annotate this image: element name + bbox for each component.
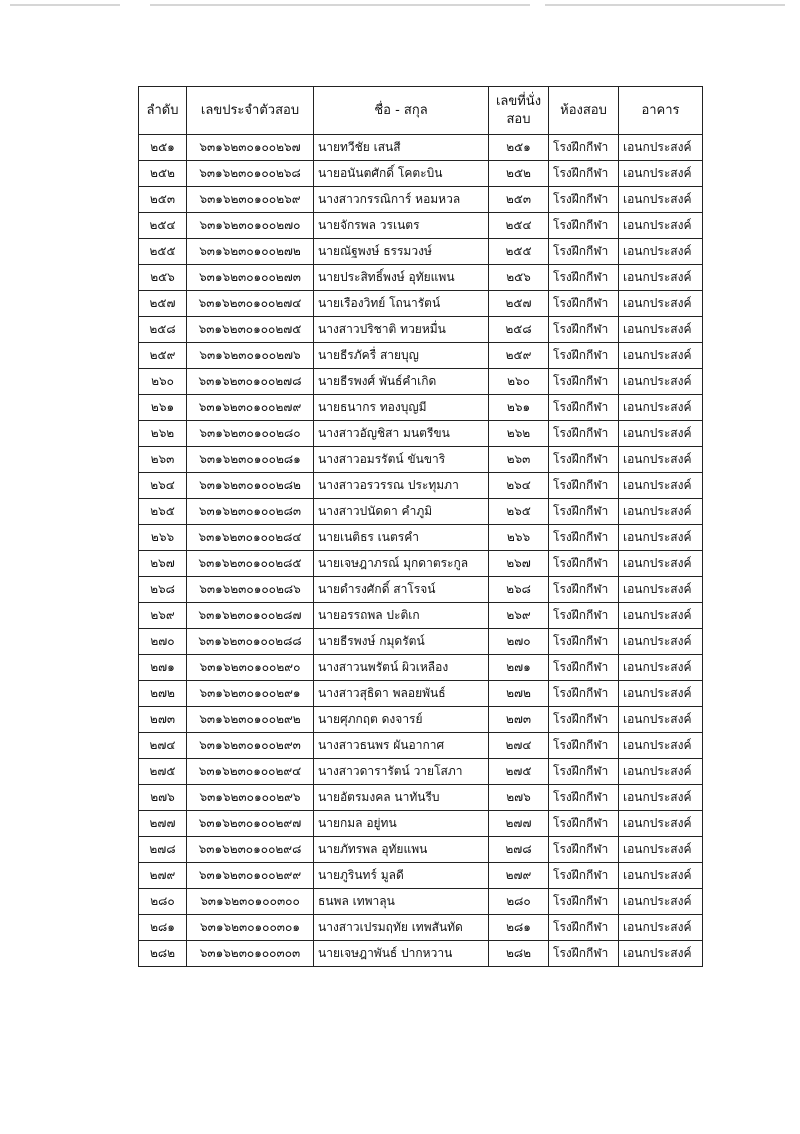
cell-exam-id: ๖๓๑๖๒๓๐๑๐๐๒๙๑ (187, 681, 314, 707)
table-row (139, 265, 703, 291)
cell-full-name: นายดำรงศักดิ์ สาโรจน์ (314, 577, 489, 603)
table-row (139, 317, 703, 343)
cell-exam-id: ๖๓๑๖๒๓๐๑๐๐๒๗๘ (187, 369, 314, 395)
cell-exam-id: ๖๓๑๖๒๓๐๑๐๐๒๙๙ (187, 863, 314, 889)
cell-exam-room: โรงฝึกกีฬา (549, 421, 619, 447)
cell-exam-id: ๖๓๑๖๒๓๐๑๐๐๓๐๐ (187, 889, 314, 915)
cell-order: ๒๖๔ (139, 473, 187, 499)
cell-exam-id: ๖๓๑๖๒๓๐๑๐๐๒๘๐ (187, 421, 314, 447)
cell-order: ๒๖๑ (139, 395, 187, 421)
cell-exam-id: ๖๓๑๖๒๓๐๑๐๐๒๖๘ (187, 161, 314, 187)
cell-exam-room: โรงฝึกกีฬา (549, 655, 619, 681)
cell-order: ๒๗๒ (139, 681, 187, 707)
cell-building: เอนกประสงค์ (619, 681, 703, 707)
cell-full-name: นายธีรภัครื่ สายบุญ (314, 343, 489, 369)
cell-exam-room: โรงฝึกกีฬา (549, 837, 619, 863)
cell-exam-room: โรงฝึกกีฬา (549, 577, 619, 603)
cell-building: เอนกประสงค์ (619, 499, 703, 525)
cell-seat-number: ๒๖๒ (489, 421, 549, 447)
cell-exam-room: โรงฝึกกีฬา (549, 447, 619, 473)
cell-order: ๒๖๓ (139, 447, 187, 473)
cell-order: ๒๖๐ (139, 369, 187, 395)
cell-exam-id: ๖๓๑๖๒๓๐๑๐๐๒๗๐ (187, 213, 314, 239)
cell-seat-number: ๒๖๑ (489, 395, 549, 421)
cell-building: เอนกประสงค์ (619, 941, 703, 967)
cell-seat-number: ๒๖๐ (489, 369, 549, 395)
cell-building: เอนกประสงค์ (619, 265, 703, 291)
cell-order: ๒๕๓ (139, 187, 187, 213)
header-order: ลำดับ (139, 87, 187, 135)
cell-building: เอนกประสงค์ (619, 811, 703, 837)
table-row (139, 759, 703, 785)
table-body (139, 135, 703, 967)
cell-exam-room: โรงฝึกกีฬา (549, 499, 619, 525)
cell-exam-room: โรงฝึกกีฬา (549, 681, 619, 707)
cell-exam-id: ๖๓๑๖๒๓๐๑๐๐๒๙๘ (187, 837, 314, 863)
table-row (139, 629, 703, 655)
cell-exam-id: ๖๓๑๖๒๓๐๑๐๐๒๙๔ (187, 759, 314, 785)
cell-order: ๒๘๐ (139, 889, 187, 915)
cell-seat-number: ๒๗๓ (489, 707, 549, 733)
cell-seat-number: ๒๖๔ (489, 473, 549, 499)
cell-exam-room: โรงฝึกกีฬา (549, 395, 619, 421)
cell-building: เอนกประสงค์ (619, 239, 703, 265)
cell-building: เอนกประสงค์ (619, 213, 703, 239)
table-row (139, 213, 703, 239)
cell-building: เอนกประสงค์ (619, 629, 703, 655)
cell-building: เอนกประสงค์ (619, 759, 703, 785)
table-row (139, 447, 703, 473)
cell-order: ๒๗๕ (139, 759, 187, 785)
cell-building: เอนกประสงค์ (619, 525, 703, 551)
cell-seat-number: ๒๖๕ (489, 499, 549, 525)
cell-exam-id: ๖๓๑๖๒๓๐๑๐๐๒๘๔ (187, 525, 314, 551)
table-row (139, 837, 703, 863)
cell-order: ๒๗๗ (139, 811, 187, 837)
cell-full-name: ธนพล เทพาลุน (314, 889, 489, 915)
cell-exam-id: ๖๓๑๖๒๓๐๑๐๐๒๗๓ (187, 265, 314, 291)
cell-exam-room: โรงฝึกกีฬา (549, 213, 619, 239)
cell-building: เอนกประสงค์ (619, 369, 703, 395)
cell-exam-id: ๖๓๑๖๒๓๐๑๐๐๒๙๗ (187, 811, 314, 837)
cell-exam-id: ๖๓๑๖๒๓๐๑๐๐๒๘๑ (187, 447, 314, 473)
cell-full-name: นายภูรินทร์ มูลดี (314, 863, 489, 889)
exam-seating-table (138, 86, 703, 967)
cell-order: ๒๕๒ (139, 161, 187, 187)
table-row (139, 239, 703, 265)
cell-seat-number: ๒๖๙ (489, 603, 549, 629)
cell-exam-id: ๖๓๑๖๒๓๐๑๐๐๒๗๙ (187, 395, 314, 421)
cell-exam-room: โรงฝึกกีฬา (549, 889, 619, 915)
cell-exam-room: โรงฝึกกีฬา (549, 759, 619, 785)
cell-exam-id: ๖๓๑๖๒๓๐๑๐๐๒๗๔ (187, 291, 314, 317)
cell-exam-room: โรงฝึกกีฬา (549, 343, 619, 369)
table-row (139, 499, 703, 525)
cell-order: ๒๘๑ (139, 915, 187, 941)
cell-exam-room: โรงฝึกกีฬา (549, 317, 619, 343)
header-seat-number: เลขที่นั่งสอบ (489, 87, 549, 135)
cell-seat-number: ๒๖๓ (489, 447, 549, 473)
cell-full-name: นางสาวนพรัตน์ ผิวเหลือง (314, 655, 489, 681)
scan-artifact (330, 4, 530, 6)
cell-exam-room: โรงฝึกกีฬา (549, 733, 619, 759)
cell-seat-number: ๒๗๔ (489, 733, 549, 759)
cell-building: เอนกประสงค์ (619, 785, 703, 811)
cell-order: ๒๖๖ (139, 525, 187, 551)
cell-full-name: นายทวีชัย เสนสี (314, 135, 489, 161)
cell-seat-number: ๒๕๕ (489, 239, 549, 265)
table-row (139, 889, 703, 915)
cell-building: เอนกประสงค์ (619, 577, 703, 603)
cell-full-name: นายเรืองวิทย์ โถนารัตน์ (314, 291, 489, 317)
cell-seat-number: ๒๖๖ (489, 525, 549, 551)
cell-exam-room: โรงฝึกกีฬา (549, 525, 619, 551)
table-row (139, 395, 703, 421)
cell-seat-number: ๒๖๗ (489, 551, 549, 577)
cell-order: ๒๗๙ (139, 863, 187, 889)
cell-exam-room: โรงฝึกกีฬา (549, 187, 619, 213)
cell-exam-room: โรงฝึกกีฬา (549, 915, 619, 941)
cell-full-name: นายอนันตศักดิ์ โคตะบิน (314, 161, 489, 187)
cell-seat-number: ๒๕๙ (489, 343, 549, 369)
cell-exam-id: ๖๓๑๖๒๓๐๑๐๐๓๐๓ (187, 941, 314, 967)
table-row (139, 655, 703, 681)
cell-seat-number: ๒๕๘ (489, 317, 549, 343)
cell-order: ๒๗๖ (139, 785, 187, 811)
cell-building: เอนกประสงค์ (619, 135, 703, 161)
cell-full-name: นางสาวกรรณิการ์ หอมหวล (314, 187, 489, 213)
table-row (139, 577, 703, 603)
cell-exam-id: ๖๓๑๖๒๓๐๑๐๐๒๗๒ (187, 239, 314, 265)
cell-full-name: นายภัทรพล อุทัยแพน (314, 837, 489, 863)
cell-order: ๒๕๑ (139, 135, 187, 161)
cell-exam-room: โรงฝึกกีฬา (549, 551, 619, 577)
cell-building: เอนกประสงค์ (619, 343, 703, 369)
cell-seat-number: ๒๗๗ (489, 811, 549, 837)
table-header (139, 87, 703, 135)
cell-seat-number: ๒๘๒ (489, 941, 549, 967)
header-building: อาคาร (619, 87, 703, 135)
cell-exam-id: ๖๓๑๖๒๓๐๑๐๐๒๘๓ (187, 499, 314, 525)
cell-full-name: นายเจษฎาภรณ์ มุกดาตระกูล (314, 551, 489, 577)
cell-building: เอนกประสงค์ (619, 291, 703, 317)
cell-exam-room: โรงฝึกกีฬา (549, 785, 619, 811)
cell-exam-id: ๖๓๑๖๒๓๐๑๐๐๒๘๒ (187, 473, 314, 499)
table-row (139, 473, 703, 499)
cell-seat-number: ๒๘๑ (489, 915, 549, 941)
cell-exam-id: ๖๓๑๖๒๓๐๑๐๐๒๙๒ (187, 707, 314, 733)
cell-exam-room: โรงฝึกกีฬา (549, 369, 619, 395)
header-row (139, 87, 703, 135)
cell-seat-number: ๒๕๒ (489, 161, 549, 187)
cell-building: เอนกประสงค์ (619, 161, 703, 187)
cell-full-name: นางสาวอัญชิสา มนตรีขน (314, 421, 489, 447)
cell-full-name: นางสาวปนัดดา คำภูมิ (314, 499, 489, 525)
cell-exam-room: โรงฝึกกีฬา (549, 811, 619, 837)
cell-seat-number: ๒๗๙ (489, 863, 549, 889)
cell-order: ๒๖๕ (139, 499, 187, 525)
cell-full-name: นางสาวดารารัตน์ วายโสภา (314, 759, 489, 785)
cell-full-name: นายธีรพงษ์ กมุดรัตน์ (314, 629, 489, 655)
cell-exam-room: โรงฝึกกีฬา (549, 135, 619, 161)
cell-seat-number: ๒๕๖ (489, 265, 549, 291)
cell-exam-room: โรงฝึกกีฬา (549, 265, 619, 291)
cell-building: เอนกประสงค์ (619, 187, 703, 213)
cell-exam-id: ๖๓๑๖๒๓๐๑๐๐๒๘๘ (187, 629, 314, 655)
scan-artifact (10, 4, 120, 6)
cell-full-name: นางสาวปริชาติ ทวยหมื่น (314, 317, 489, 343)
cell-full-name: นายจักรพล วรเนตร (314, 213, 489, 239)
table-row (139, 291, 703, 317)
table-row (139, 681, 703, 707)
cell-exam-id: ๖๓๑๖๒๓๐๑๐๐๒๗๕ (187, 317, 314, 343)
cell-full-name: นายกมล อยู่ทน (314, 811, 489, 837)
cell-order: ๒๗๔ (139, 733, 187, 759)
cell-exam-id: ๖๓๑๖๒๓๐๑๐๐๒๖๙ (187, 187, 314, 213)
cell-order: ๒๖๙ (139, 603, 187, 629)
header-exam-id: เลขประจำตัวสอบ (187, 87, 314, 135)
cell-seat-number: ๒๗๖ (489, 785, 549, 811)
table-row (139, 863, 703, 889)
cell-seat-number: ๒๕๗ (489, 291, 549, 317)
cell-order: ๒๗๐ (139, 629, 187, 655)
cell-full-name: นางสาวสุธิดา พลอยพันธ์ (314, 681, 489, 707)
cell-order: ๒๖๗ (139, 551, 187, 577)
cell-exam-room: โรงฝึกกีฬา (549, 941, 619, 967)
table-row (139, 551, 703, 577)
cell-building: เอนกประสงค์ (619, 863, 703, 889)
cell-building: เอนกประสงค์ (619, 421, 703, 447)
cell-building: เอนกประสงค์ (619, 837, 703, 863)
cell-order: ๒๕๙ (139, 343, 187, 369)
cell-seat-number: ๒๘๐ (489, 889, 549, 915)
cell-order: ๒๕๖ (139, 265, 187, 291)
cell-order: ๒๖๒ (139, 421, 187, 447)
table-row (139, 733, 703, 759)
cell-full-name: นายเนติธร เนตรคำ (314, 525, 489, 551)
table-row (139, 161, 703, 187)
cell-order: ๒๗๘ (139, 837, 187, 863)
cell-order: ๒๘๒ (139, 941, 187, 967)
cell-seat-number: ๒๗๑ (489, 655, 549, 681)
cell-exam-room: โรงฝึกกีฬา (549, 603, 619, 629)
scan-artifact (545, 4, 785, 6)
table-row (139, 369, 703, 395)
cell-exam-id: ๖๓๑๖๒๓๐๑๐๐๒๙๐ (187, 655, 314, 681)
table-row (139, 785, 703, 811)
cell-order: ๒๗๑ (139, 655, 187, 681)
cell-exam-room: โรงฝึกกีฬา (549, 629, 619, 655)
cell-full-name: นายเจษฎาพันธ์ ปากหวาน (314, 941, 489, 967)
cell-order: ๒๕๘ (139, 317, 187, 343)
cell-seat-number: ๒๕๑ (489, 135, 549, 161)
cell-exam-room: โรงฝึกกีฬา (549, 707, 619, 733)
cell-building: เอนกประสงค์ (619, 317, 703, 343)
cell-seat-number: ๒๕๔ (489, 213, 549, 239)
cell-full-name: นายศุภกฤต ดงจารย์ (314, 707, 489, 733)
cell-exam-id: ๖๓๑๖๒๓๐๑๐๐๒๗๖ (187, 343, 314, 369)
cell-exam-room: โรงฝึกกีฬา (549, 161, 619, 187)
cell-full-name: นายอัตรมงคล นาทันรีบ (314, 785, 489, 811)
cell-building: เอนกประสงค์ (619, 915, 703, 941)
table-row (139, 603, 703, 629)
cell-seat-number: ๒๗๐ (489, 629, 549, 655)
cell-seat-number: ๒๗๒ (489, 681, 549, 707)
cell-building: เอนกประสงค์ (619, 447, 703, 473)
cell-order: ๒๕๕ (139, 239, 187, 265)
cell-full-name: นายธีรพงศ์ พันธ์คำเกิด (314, 369, 489, 395)
cell-seat-number: ๒๕๓ (489, 187, 549, 213)
cell-exam-room: โรงฝึกกีฬา (549, 291, 619, 317)
cell-full-name: นายอรรถพล ปะติเก (314, 603, 489, 629)
table-row (139, 707, 703, 733)
cell-building: เอนกประสงค์ (619, 473, 703, 499)
table-row (139, 915, 703, 941)
cell-full-name: นายประสิทธิ์พงษ์ อุทัยแพน (314, 265, 489, 291)
cell-exam-id: ๖๓๑๖๒๓๐๑๐๐๒๙๖ (187, 785, 314, 811)
cell-exam-room: โรงฝึกกีฬา (549, 239, 619, 265)
cell-order: ๒๕๔ (139, 213, 187, 239)
cell-exam-id: ๖๓๑๖๒๓๐๑๐๐๒๘๕ (187, 551, 314, 577)
table-row (139, 941, 703, 967)
cell-building: เอนกประสงค์ (619, 707, 703, 733)
cell-seat-number: ๒๗๕ (489, 759, 549, 785)
cell-building: เอนกประสงค์ (619, 551, 703, 577)
table-row (139, 187, 703, 213)
cell-full-name: นางสาวอรวรรณ ประทุมภา (314, 473, 489, 499)
cell-building: เอนกประสงค์ (619, 655, 703, 681)
cell-exam-id: ๖๓๑๖๒๓๐๑๐๐๒๘๖ (187, 577, 314, 603)
cell-building: เอนกประสงค์ (619, 889, 703, 915)
cell-seat-number: ๒๗๘ (489, 837, 549, 863)
cell-building: เอนกประสงค์ (619, 603, 703, 629)
cell-full-name: นายณัฐพงษ์ ธรรมวงษ์ (314, 239, 489, 265)
cell-exam-id: ๖๓๑๖๒๓๐๑๐๐๒๘๗ (187, 603, 314, 629)
cell-exam-id: ๖๓๑๖๒๓๐๑๐๐๓๐๑ (187, 915, 314, 941)
cell-order: ๒๖๘ (139, 577, 187, 603)
cell-order: ๒๕๗ (139, 291, 187, 317)
cell-seat-number: ๒๖๘ (489, 577, 549, 603)
cell-building: เอนกประสงค์ (619, 733, 703, 759)
cell-full-name: นายธนากร ทองบุญมี (314, 395, 489, 421)
cell-exam-id: ๖๓๑๖๒๓๐๑๐๐๒๖๗ (187, 135, 314, 161)
cell-full-name: นางสาวธนพร ผันอากาศ (314, 733, 489, 759)
cell-exam-room: โรงฝึกกีฬา (549, 473, 619, 499)
header-exam-room: ห้องสอบ (549, 87, 619, 135)
cell-exam-room: โรงฝึกกีฬา (549, 863, 619, 889)
cell-order: ๒๗๓ (139, 707, 187, 733)
table-row (139, 811, 703, 837)
cell-building: เอนกประสงค์ (619, 395, 703, 421)
table-row (139, 525, 703, 551)
table-row (139, 421, 703, 447)
header-full-name: ชื่อ - สกุล (314, 87, 489, 135)
cell-full-name: นางสาวเปรมฤทัย เทพสันทัด (314, 915, 489, 941)
cell-exam-id: ๖๓๑๖๒๓๐๑๐๐๒๙๓ (187, 733, 314, 759)
table-row (139, 135, 703, 161)
cell-full-name: นางสาวอมรรัตน์ ขันขาริ (314, 447, 489, 473)
table-row (139, 343, 703, 369)
